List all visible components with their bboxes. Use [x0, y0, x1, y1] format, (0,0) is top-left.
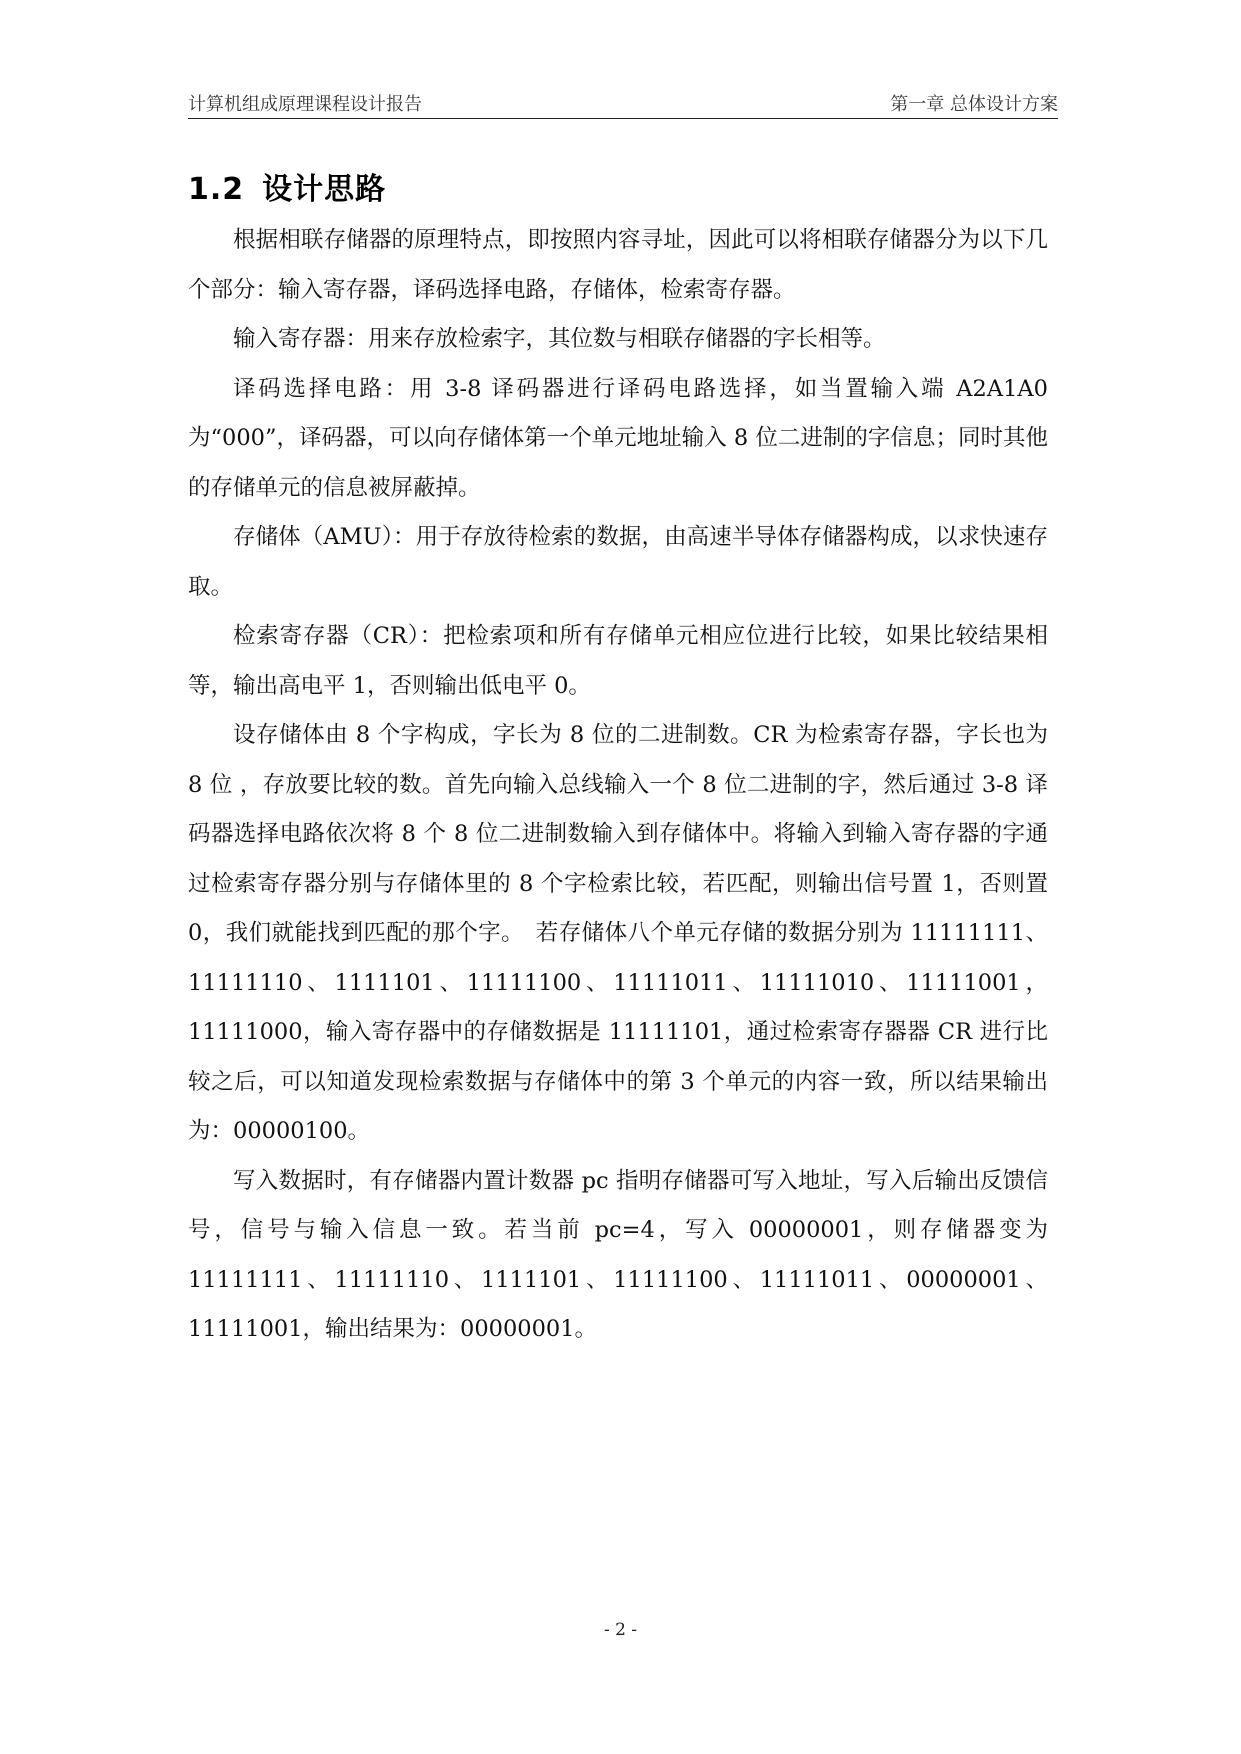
- chapter-title: 第一章 总体设计方案: [890, 94, 1058, 115]
- paragraph-search-example: 设存储体由 8 个字构成，字长为 8 位的二进制数。CR 为检索寄存器，字长也为 8 位 ，存放要比较的数。首先向输入总线输入一个 8 位二进制的字，然后通过 3-8 译码器选择电路依次将 8 个 8 位二进制数输入到存储体中。将输入到输入寄存器的字通过检索寄存器分别与存储体里的 8 个字检索比较，若匹配，则输出信号置 1，否则置 0，我们就能找到匹配的那个字。 若存储体八个单元存储的数据分别为 11111111、11111110、1111101、11111100、11111011、11111010、11111001，11111000，输入寄存器中的存储数据是 11111101，通过检索寄存器器 CR 进行比较之后，可以知道发现检索数据与存储体中的第 3 个单元的内容一致，所以结果输出为：00000100。: [188, 722, 1048, 1144]
- page-number: - 2 -: [603, 1620, 638, 1640]
- paragraph-decoder: 译码选择电路：用 3-8 译码器进行译码电路选择，如当置输入端 A2A1A0 为“000”，译码器，可以向存储体第一个单元地址输入 8 位二进制的字信息；同时其他的存储单元的信息被屏蔽掉。: [188, 375, 1048, 501]
- page-header: [188, 90, 1058, 119]
- document-title: 计算机组成原理课程设计报告: [188, 94, 422, 115]
- paragraph-search-register: 检索寄存器（CR）：把检索项和所有存储单元相应位进行比较，如果比较结果相等，输出高电平 1，否则输出低电平 0。: [188, 623, 1048, 699]
- section-title-text: 设计思路: [262, 172, 387, 207]
- paragraph-overview: 根据相联存储器的原理特点，即按照内容寻址，因此可以将相联存储器分为以下几个部分：输入寄存器，译码选择电路，存储体，检索寄存器。: [188, 227, 1048, 303]
- section-heading: [188, 164, 386, 208]
- paragraph-input-register: 输入寄存器：用来存放检索字，其位数与相联存储器的字长相等。: [233, 326, 886, 352]
- paragraph-write-example: 写入数据时，有存储器内置计数器 pc 指明存储器可写入地址，写入后输出反馈信号，信号与输入信息一致。若当前 pc=4，写入 00000001，则存储器变为 11111111、11111110、1111101、11111100、11111011、00000001、11111001，输出结果为：00000001。: [188, 1167, 1048, 1342]
- section-number: 1.2: [188, 172, 245, 207]
- paragraph-memory-body: 存储体（AMU）：用于存放待检索的数据，由高速半导体存储器构成，以求快速存取。: [188, 524, 1048, 600]
- body-text: [188, 216, 1048, 1355]
